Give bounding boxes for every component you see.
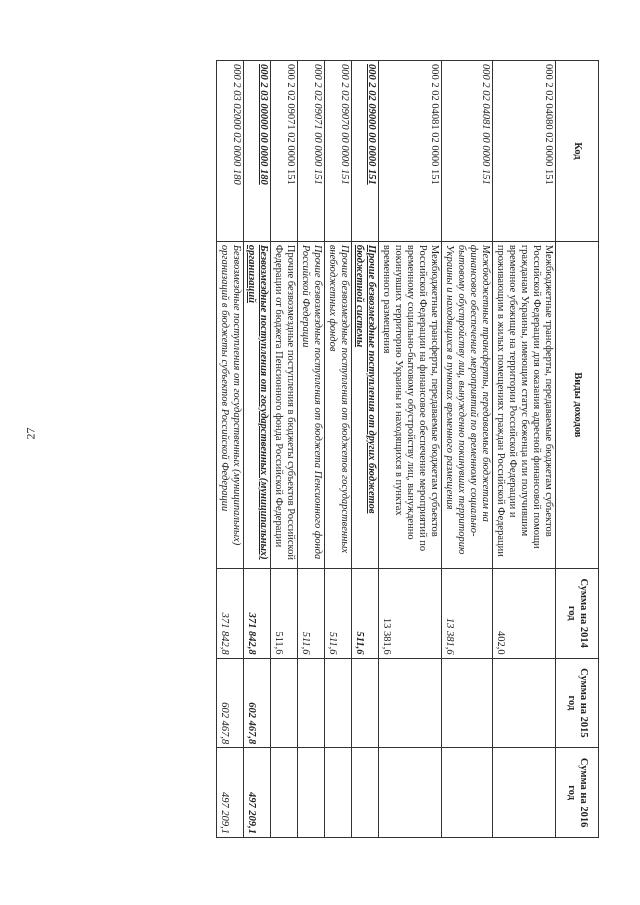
row-revenue-name: Прочие безвозмездные поступления в бюджеты субъектов Российской Федерации от бюджета Пенсионного фонда Российской Федерации [271, 241, 298, 568]
rotated-table-container [59, 60, 599, 838]
table-row [493, 61, 556, 838]
row-value-2015 [352, 658, 379, 748]
table-header-row [556, 61, 599, 838]
row-value-2016 [442, 748, 493, 838]
table-row [352, 61, 379, 838]
row-revenue-name: Межбюджетные трансферты, передаваемые бюджетам субъектов Российской Федерации для оказания адресной финансовой помощи гражданам Украины, имеющим статус беженца или получившим временное убежище на территории Российской Федерации и проживающим в жилых помещениях граждан Российской Федерации [493, 241, 556, 568]
row-value-2014: 13 381,6 [379, 568, 442, 658]
row-value-2014: 511,6 [325, 568, 352, 658]
row-revenue-name: Безвозмездные поступления от государственных (муниципальных) организаций в бюджеты субъектов Российской Федерации [217, 241, 244, 568]
header-revenue-type: Виды доходов [556, 241, 599, 568]
row-code: 000 2 02 09070 00 0000 151 [325, 61, 352, 242]
table-row [217, 61, 244, 838]
row-revenue-name: Прочие безвозмездные поступления от других бюджетов бюджетной системы [352, 241, 379, 568]
row-code: 000 2 02 04081 02 0000 151 [379, 61, 442, 242]
row-code: 000 2 03 00000 00 0000 180 [244, 61, 271, 242]
row-value-2014: 13 381,6 [442, 568, 493, 658]
row-value-2015 [442, 658, 493, 748]
row-value-2015 [493, 658, 556, 748]
table-row [271, 61, 298, 838]
row-value-2015 [379, 658, 442, 748]
row-value-2016 [271, 748, 298, 838]
row-value-2014: 402,0 [493, 568, 556, 658]
row-value-2015 [271, 658, 298, 748]
table-row [298, 61, 325, 838]
row-value-2014: 511,6 [271, 568, 298, 658]
row-value-2014: 371 842,8 [244, 568, 271, 658]
table-row [379, 61, 442, 838]
row-code: 000 2 03 02000 02 0000 180 [217, 61, 244, 242]
row-value-2016: 497 209,1 [244, 748, 271, 838]
row-revenue-name: Прочие безвозмездные поступления от бюджетов государственных внебюджетных фондов [325, 241, 352, 568]
row-code: 000 2 02 04081 00 0000 151 [442, 61, 493, 242]
row-revenue-name: Межбюджетные трансферты, передаваемые бюджетам субъектов Российской Федерации на финансовое обеспечение мероприятий по временному социально-бытовому обустройству лиц, вынужденно покинувших территорию Украины и находящихся в пунктах временного размещения [379, 241, 442, 568]
row-value-2014: 371 842,8 [217, 568, 244, 658]
row-value-2015 [298, 658, 325, 748]
page-number: 27 [23, 427, 38, 440]
header-sum-2016: Сумма на 2016 год [556, 748, 599, 838]
revenue-table [216, 60, 599, 838]
row-code: 000 2 02 09000 00 0000 151 [352, 61, 379, 242]
row-value-2016 [352, 748, 379, 838]
row-value-2016 [379, 748, 442, 838]
table-row [442, 61, 493, 838]
table-row [325, 61, 352, 838]
row-code: 000 2 02 09071 00 0000 151 [298, 61, 325, 242]
table-row [244, 61, 271, 838]
row-value-2016: 497 209,1 [217, 748, 244, 838]
row-value-2014: 511,6 [298, 568, 325, 658]
table-body [217, 61, 556, 838]
header-code: Код [556, 61, 599, 242]
row-code: 000 2 02 04080 02 0000 151 [493, 61, 556, 242]
header-sum-2015: Сумма на 2015 год [556, 658, 599, 748]
header-sum-2014: Сумма на 2014 год [556, 568, 599, 658]
row-revenue-name: Безвозмездные поступления от государственных (муниципальных) организаций [244, 241, 271, 568]
row-value-2014: 511,6 [352, 568, 379, 658]
row-value-2016 [325, 748, 352, 838]
row-value-2015: 602 467,8 [217, 658, 244, 748]
row-value-2016 [298, 748, 325, 838]
row-value-2016 [493, 748, 556, 838]
row-revenue-name: Прочие безвозмездные поступления от бюджета Пенсионного фонда Российской Федерации [298, 241, 325, 568]
row-revenue-name: Межбюджетные трансферты, передаваемые бюджетам на финансовое обеспечение мероприятий по временному социально-бытовому обустройству лиц, вынужденно покинувших территорию Украины и находящихся в пунктах временного размещения [442, 241, 493, 568]
row-value-2015: 602 467,8 [244, 658, 271, 748]
row-code: 000 2 02 09071 02 0000 151 [271, 61, 298, 242]
row-value-2015 [325, 658, 352, 748]
